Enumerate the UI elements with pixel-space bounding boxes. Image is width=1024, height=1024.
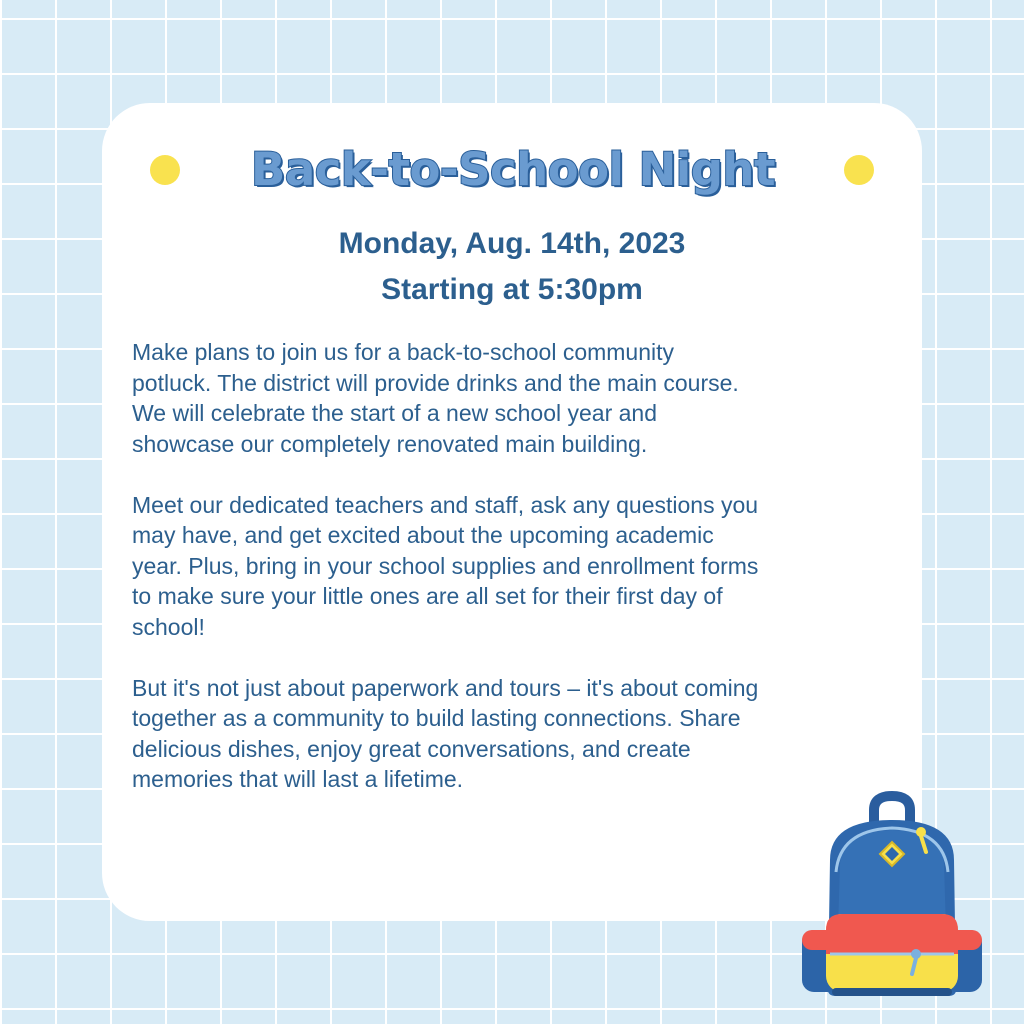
event-start-time: Starting at 5:30pm — [381, 273, 643, 306]
yellow-dot-icon — [844, 155, 874, 185]
yellow-dot-icon — [150, 155, 180, 185]
title-row — [0, 138, 1024, 202]
paragraph-line: memories that will last a lifetime. — [132, 766, 464, 792]
paragraph-line: But it's not just about paperwork and tours – it's about coming — [132, 674, 759, 701]
paragraph — [132, 337, 912, 459]
paragraph-line: delicious dishes, enjoy great conversations, and create — [132, 735, 691, 762]
paragraph-line: to make sure your little ones are all set for their first day of — [132, 583, 723, 609]
paragraph-line: showcase our completely renovated main building. — [132, 430, 648, 457]
paragraph-line: together as a community to build lasting connections. Share — [132, 705, 741, 731]
paragraph-line: potluck. The district will provide drinks and the main course. — [132, 369, 739, 396]
backpack-icon — [796, 790, 988, 1000]
paragraph — [132, 673, 912, 795]
paragraph-line: Meet our dedicated teachers and staff, ask any questions you — [132, 491, 759, 518]
event-date: Monday, Aug. 14th, 2023 — [338, 227, 686, 260]
paragraph-line: may have, and get excited about the upcoming academic — [132, 522, 714, 548]
paragraph-line: school! — [132, 613, 205, 640]
event-description — [132, 337, 912, 825]
event-title: Back-to-School Night — [251, 143, 775, 196]
paragraph-line: year. Plus, bring in your school supplies and enrollment forms — [132, 552, 759, 579]
paragraph — [132, 490, 912, 643]
paragraph-line: Make plans to join us for a back-to-school community — [132, 339, 675, 365]
paragraph-line: We will celebrate the start of a new school year and — [132, 400, 658, 426]
